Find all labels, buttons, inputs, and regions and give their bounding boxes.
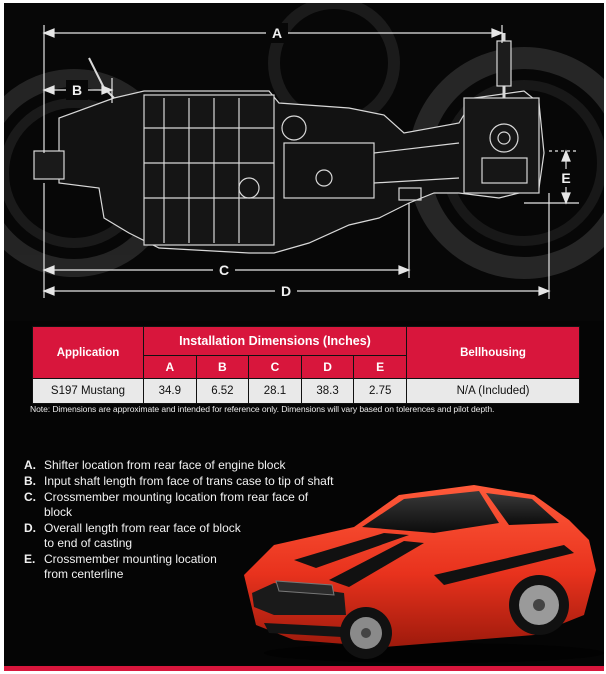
- bellhousing-header: Bellhousing: [407, 327, 580, 379]
- dimension-column-c: C: [249, 356, 302, 379]
- disclaimer-note: Note: Dimensions are approximate and intended for reference only. Dimensions will vary based on tolerences and pilot depth.: [30, 404, 495, 414]
- value-cell-a: 34.9: [144, 379, 197, 404]
- red-sports-car-illustration: [234, 465, 604, 665]
- application-header: Application: [33, 327, 144, 379]
- dimension-column-a: A: [144, 356, 197, 379]
- legend-text: Overall length from rear face of block to end of casting: [44, 521, 241, 550]
- dimension-column-b: B: [196, 356, 249, 379]
- legend-text: Crossmember mounting location from centerline: [44, 552, 217, 581]
- dimension-column-d: D: [301, 356, 354, 379]
- legend-letter: D.: [24, 521, 36, 535]
- value-cell-e: 2.75: [354, 379, 407, 404]
- installation-dimensions-table: [32, 326, 580, 404]
- legend-text: Input shaft length from face of trans case to tip of shaft: [44, 474, 334, 488]
- dimension-label-d: D: [280, 283, 292, 299]
- legend-letter: B.: [24, 474, 36, 488]
- dimension-label-c: C: [218, 262, 230, 278]
- legend-text: Shifter location from rear face of engine block: [44, 458, 286, 472]
- legend-letter: E.: [24, 552, 36, 566]
- installation-dimensions-header: Installation Dimensions (Inches): [144, 327, 407, 356]
- dimension-label-e: E: [561, 170, 571, 186]
- legend-text: Crossmember mounting location from rear face of block: [44, 490, 309, 519]
- spec-sheet-panel: [4, 3, 604, 671]
- bottom-accent-bar: [4, 666, 604, 671]
- dimension-label-a: A: [271, 25, 283, 41]
- application-cell: S197 Mustang: [33, 379, 144, 404]
- car-image: [234, 465, 604, 665]
- table-row: [33, 379, 580, 404]
- value-cell-b: 6.52: [196, 379, 249, 404]
- legend-letter: A.: [24, 458, 36, 472]
- dimension-column-e: E: [354, 356, 407, 379]
- value-cell-d: 38.3: [301, 379, 354, 404]
- transmission-drawing: [4, 3, 604, 321]
- transmission-diagram: [4, 3, 604, 321]
- value-cell-c: 28.1: [249, 379, 302, 404]
- dimension-label-b: B: [71, 82, 83, 98]
- legend-letter: C.: [24, 490, 36, 504]
- bellhousing-cell: N/A (Included): [407, 379, 580, 404]
